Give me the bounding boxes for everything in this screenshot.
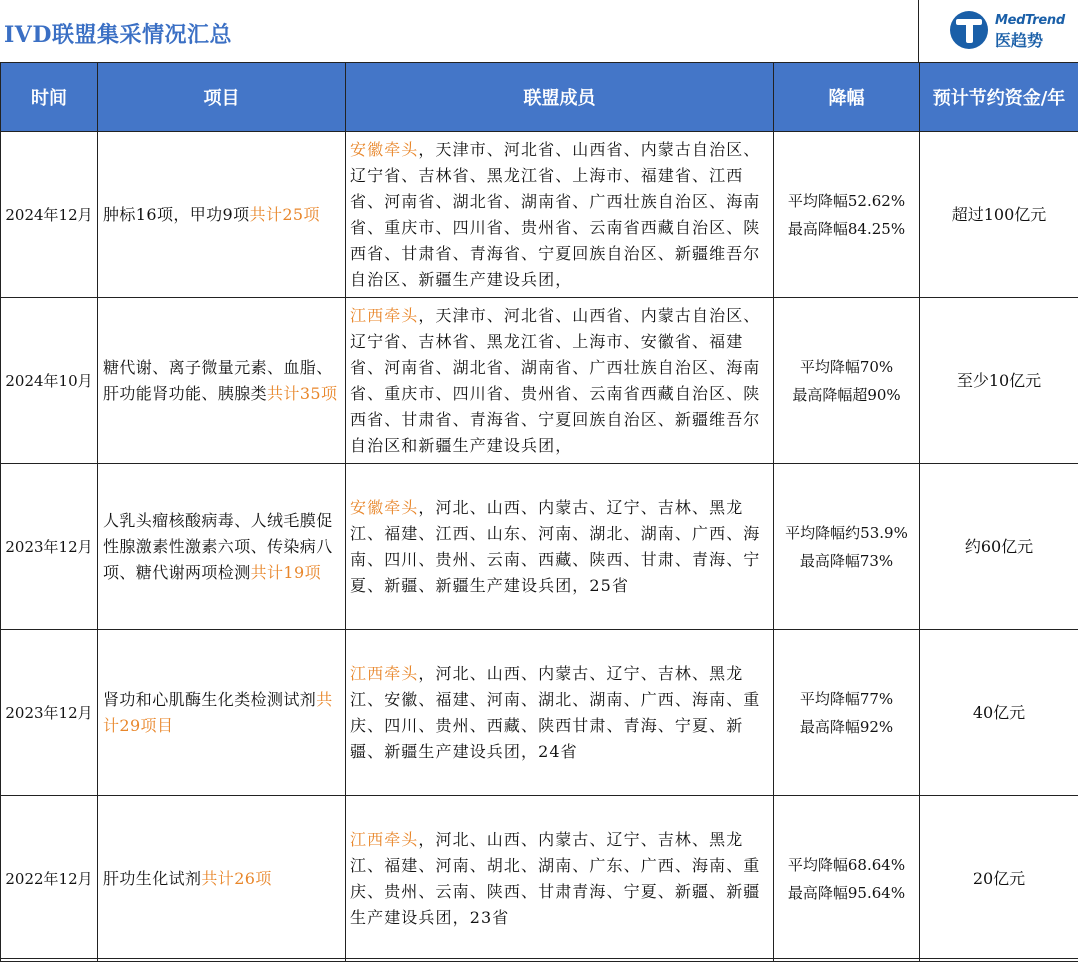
cell-members [346,630,774,796]
cell-members [346,796,774,962]
max-drop: 最高降幅73% [774,547,919,575]
item-total: 共计26项 [201,869,271,888]
lead-province: 江西牵头 [350,664,418,683]
cell-savings: 40亿元 [920,630,1078,796]
table-row [1,630,1078,796]
lead-province: 江西牵头 [350,830,418,849]
header-drop: 降幅 [774,63,920,132]
item-text: 糖代谢、离子微量元素、血脂、肝功能肾功能、胰腺类 [103,358,333,403]
member-list: ，河北、山西、内蒙古、辽宁、吉林、黑龙江、福建、江西、山东、河南、湖北、湖南、广西、海南、四川、贵州、云南、西藏、陕西、甘肃、青海、宁夏、新疆、新疆生产建设兵团，25省 [350,498,760,595]
cell-members [346,464,774,630]
lead-province: 安徽牵头 [350,498,418,517]
page-title: IVD联盟集采情况汇总 [4,18,232,49]
cell-item [98,464,346,630]
member-list: ，河北、山西、内蒙古、辽宁、吉林、黑龙江、福建、河南、胡北、湖南、广东、广西、海南、重庆、贵州、云南、陕西、甘肃青海、宁夏、新疆、新疆生产建设兵团，23省 [350,830,760,927]
table-row [1,796,1078,962]
max-drop: 最高降幅超90% [774,381,919,409]
cell-savings: 20亿元 [920,796,1078,962]
member-list: ，天津市、河北省、山西省、内蒙古自治区、辽宁省、吉林省、黑龙江省、上海市、安徽省、福建省、河南省、湖北省、湖南省、广西壮族自治区、海南省、重庆市、四川省、贵州省、云南省西藏自治区、陕西省、甘肃省、青海省、宁夏回族自治区、新疆维吾尔自治区和新疆生产建设兵团， [350,306,760,455]
max-drop: 最高降幅95.64% [774,879,919,907]
header-time: 时间 [1,63,98,132]
cell-savings: 至少10亿元 [920,298,1078,464]
cell-drop [774,796,920,962]
header-savings: 预计节约资金/年 [920,63,1078,132]
cell-members [346,132,774,298]
max-drop: 最高降幅92% [774,713,919,741]
cell-item [98,132,346,298]
table-header-row [1,63,1078,132]
member-list: ，河北、山西、内蒙古、辽宁、吉林、黑龙江、安徽、福建、河南、湖北、湖南、广西、海南、重庆、四川、贵州、西藏、陕西甘肃、青海、宁夏、新疆、新疆生产建设兵团，24省 [350,664,760,761]
item-total: 共计35项 [267,384,337,403]
cell-item [98,630,346,796]
logo-cn: 医趋势 [995,28,1043,51]
lead-province: 江西牵头 [350,306,418,325]
avg-drop: 平均降幅77% [774,685,919,713]
max-drop: 最高降幅84.25% [774,215,919,243]
avg-drop: 平均降幅约53.9% [774,519,919,547]
avg-drop: 平均降幅52.62% [774,187,919,215]
cell-item [98,796,346,962]
item-text: 肝功生化试剂 [103,869,201,888]
cell-drop [774,464,920,630]
cell-time: 2024年12月 [1,132,98,298]
cell-time: 2022年12月 [1,796,98,962]
item-text: 肿标16项，甲功9项 [103,205,250,224]
cell-drop [774,298,920,464]
cell-time: 2024年10月 [1,298,98,464]
avg-drop: 平均降幅70% [774,353,919,381]
table-row [1,298,1078,464]
medtrend-logo-icon [949,10,989,50]
cell-drop [774,132,920,298]
table-row [1,464,1078,630]
cell-savings: 约60亿元 [920,464,1078,630]
item-total: 共计19项 [251,563,321,582]
cell-drop [774,630,920,796]
summary-table [0,62,1078,962]
table-row [1,132,1078,298]
member-list: ，天津市、河北省、山西省、内蒙古自治区、辽宁省、吉林省、黑龙江省、上海市、福建省、江西省、河南省、湖北省、湖南省、广西壮族自治区、海南省、重庆市、四川省、贵州省、云南省西藏自治区、陕西省、甘肃省、青海省、宁夏回族自治区、新疆维吾尔自治区、新疆生产建设兵团， [350,140,760,289]
lead-province: 安徽牵头 [350,140,418,159]
title-bar [0,0,1078,63]
cell-time: 2023年12月 [1,630,98,796]
logo [918,0,1078,62]
cell-item [98,298,346,464]
cell-savings: 超过100亿元 [920,132,1078,298]
avg-drop: 平均降幅68.64% [774,851,919,879]
header-members: 联盟成员 [346,63,774,132]
logo-en: MedTrend [995,13,1065,28]
item-total: 共计25项 [250,205,320,224]
item-text: 肾功和心肌酶生化类检测试剂 [103,690,316,709]
item-total: 共计29项目 [103,690,333,735]
cell-time: 2023年12月 [1,464,98,630]
header-item: 项目 [98,63,346,132]
cell-members [346,298,774,464]
item-text: 人乳头瘤核酸病毒、人绒毛膜促性腺激素性激素六项、传染病八项、糖代谢两项检测 [103,511,333,582]
